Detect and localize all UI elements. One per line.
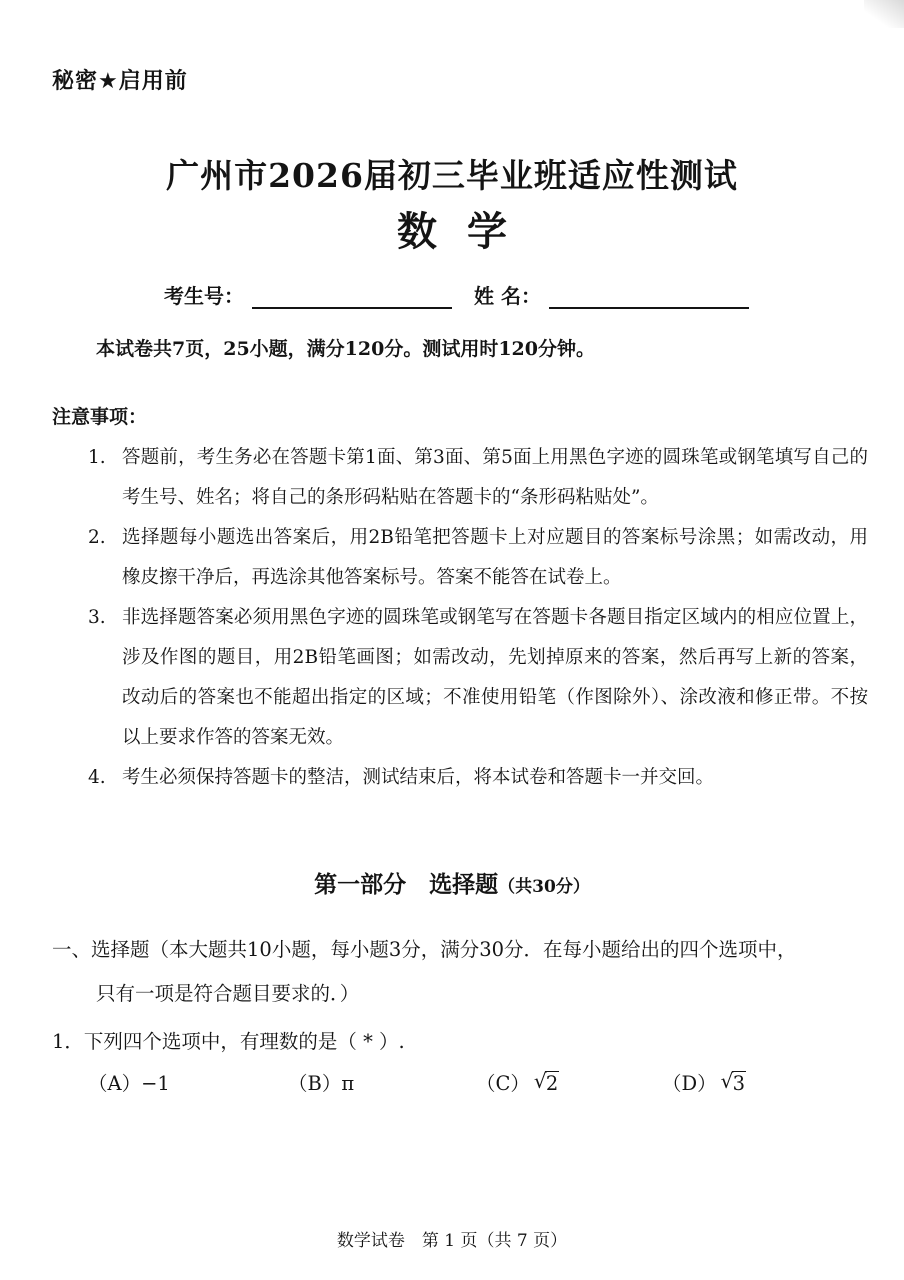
choice-d-label: （D）	[662, 1072, 717, 1095]
subject-title: 数学	[397, 208, 537, 255]
notice-item	[88, 518, 868, 598]
notice-number: 1.	[88, 447, 106, 468]
question-1-stem: 1．下列四个选项中，有理数的是（ * ）.	[52, 1030, 405, 1053]
name-blank	[549, 285, 749, 309]
exam-info: 本试卷共7页，25小题，满分120分。测试用时120分钟。	[96, 338, 595, 360]
notice-number: 3.	[88, 607, 106, 628]
candidate-fields	[164, 280, 749, 309]
exam-number-blank	[252, 285, 452, 309]
notice-heading: 注意事项：	[52, 406, 148, 428]
page-footer: 数学试卷 第 1 页（共 7 页）	[336, 1231, 568, 1251]
choice-d	[662, 1068, 746, 1096]
notice-number: 4.	[88, 767, 106, 788]
part-one-score: （共30分）	[498, 877, 590, 897]
choice-c	[476, 1068, 559, 1096]
sqrt-symbol: √ 2	[533, 1069, 559, 1095]
section-intro-line-2: 只有一项是符合题目要求的．）	[96, 982, 360, 1005]
part-one-heading	[0, 866, 904, 899]
exam-number-label: 考生号：	[164, 284, 244, 308]
choice-b-value: π	[341, 1072, 355, 1095]
part-one-title: 第一部分 选择题	[314, 871, 499, 898]
choice-d-radicand: 3	[732, 1072, 746, 1095]
section-intro-line-1: 一、选择题（本大题共10小题，每小题3分，满分30分．在每小题给出的四个选项中，	[52, 938, 797, 961]
choice-a-value: −1	[141, 1072, 170, 1095]
choice-b	[288, 1068, 354, 1096]
section-one-intro	[52, 928, 872, 1016]
choice-c-radicand: 2	[545, 1072, 559, 1095]
notice-number: 2.	[88, 527, 106, 548]
sqrt-symbol: √ 3	[720, 1069, 746, 1095]
notice-list	[88, 438, 868, 798]
notice-item	[88, 598, 868, 758]
confidential-label: 秘密★启用前	[52, 69, 188, 94]
exam-title: 广州市2026届初三毕业班适应性测试	[166, 156, 738, 195]
choice-b-label: （B）	[288, 1072, 342, 1095]
choice-c-label: （C）	[476, 1072, 530, 1095]
notice-text: 答题前，考生务必在答题卡第1面、第3面、第5面上用黑色字迹的圆珠笔或钢笔填写自己的考生号、姓名；将自己的条形码粘贴在答题卡的“条形码粘贴处”。	[122, 447, 868, 508]
page-corner-shadow	[864, 0, 904, 28]
choice-a-label: （A）	[88, 1072, 142, 1095]
notice-text: 考生必须保持答题卡的整洁，测试结束后，将本试卷和答题卡一并交回。	[122, 767, 715, 788]
notice-item	[88, 438, 868, 518]
notice-text: 选择题每小题选出答案后，用2B铅笔把答题卡上对应题目的答案标号涂黑；如需改动，用橡皮擦干净后，再选涂其他答案标号。答案不能答在试卷上。	[122, 527, 868, 588]
notice-item	[88, 758, 868, 798]
name-label: 姓 名：	[474, 284, 541, 308]
notice-text: 非选择题答案必须用黑色字迹的圆珠笔或钢笔写在答题卡各题目指定区域内的相应位置上，涉及作图的题目，用2B铅笔画图；如需改动，先划掉原来的答案，然后再写上新的答案，改动后的答案也不能超出指定的区域；不准使用铅笔（作图除外）、涂改液和修正带。不按以上要求作答的答案无效。	[122, 607, 868, 748]
choice-a	[88, 1068, 170, 1096]
